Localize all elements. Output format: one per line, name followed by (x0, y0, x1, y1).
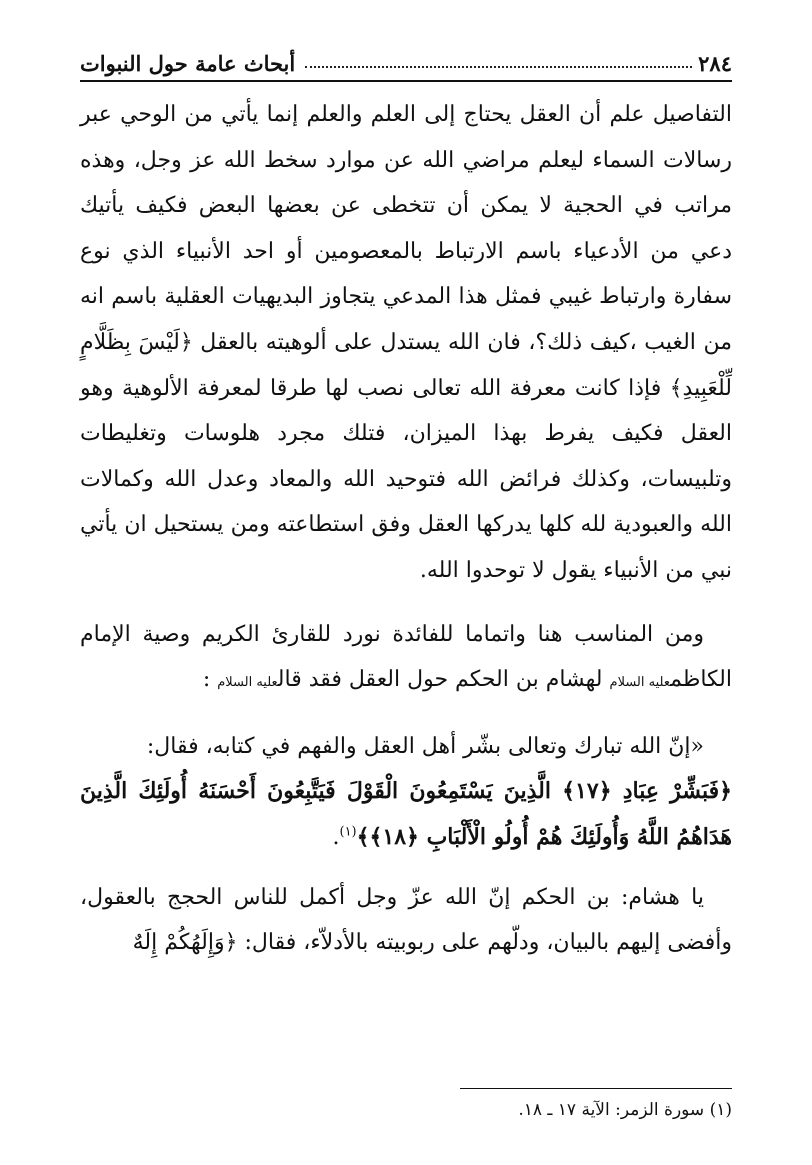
verse-end: . (332, 824, 340, 850)
body-text (80, 92, 732, 966)
salutation-mark: عليه السلام (609, 675, 671, 691)
header-rule (80, 80, 732, 82)
quran-verse: ﴿فَبَشِّرْ عِبَادِ ﴿١٧﴾ الَّذِينَ يَسْتَمِعُونَ الْقَوْلَ فَيَتَّبِعُونَ أَحْسَنَهُ أُولَئِكَ الَّذِينَ هَدَاهُمُ اللَّهُ وَأُولَئِكَ هُمْ أُولُو الْأَلْبَابِ ﴿١٨﴾﴾ (80, 778, 732, 850)
salutation-mark-2: عليه السلام (217, 675, 278, 691)
running-header (80, 36, 732, 76)
footnote-rule (460, 1088, 732, 1089)
page-number: ٢٨٤ (698, 51, 732, 76)
quran-verse-block (80, 769, 732, 860)
header-dot-leader (305, 66, 692, 68)
paragraph-2 (80, 612, 732, 706)
paragraph-3: يا هشام: بن الحكم إنّ الله عزّ وجل أكمل للناس الحجج بالعقول، وأفضى إليهم بالبيان، ودلّهم على ربوبيته بالأدلاّء، فقال: ﴿وَإِلَهُكُمْ إِلَهٌ (80, 884, 732, 956)
paragraph-2-text-cont: لهشام بن الحكم حول العقل فقد قال (277, 667, 610, 693)
footnote: (١) سورة الزمر: الآية ١٧ ـ ١٨. (518, 1100, 732, 1120)
paragraph-2-end: : (202, 667, 218, 693)
paragraph-2-text: ومن المناسب هنا واتماما للفائدة نورد للقارئ الكريم وصية الإمام الكاظم (80, 621, 732, 693)
running-title: أبحاث عامة حول النبوات (80, 51, 296, 76)
paragraph-1: التفاصيل علم أن العقل يحتاج إلى العلم والعلم إنما يأتي من الوحي عبر رسالات السماء ليعلم مراضي الله عن موارد سخط الله عز وجل، وهذه مراتب في الحجية لا يمكن أن تتخطى عن بعضها البعض فكيف يأتيك دعي من الأدعياء باسم الارتباط بالمعصومين أو احد الأنبياء الذي نوع سفارة وارتباط غيبي فمثل هذا المدعي يتجاوز البديهيات العقلية باسم انه من الغيب ،كيف ذلك؟، فان الله يستدل على ألوهيته بالعقل ﴿لَيْسَ بِظَلَّامٍ لِّلْعَبِيدِ﴾ فإذا كانت معرفة الله تعالى نصب لها طرقا لمعرفة الألوهية وهو العقل فكيف يفرط بهذا الميزان، فتلك مجرد هلوسات وتغليطات وتلبيسات، وكذلك فرائض الله فتوحيد الله والمعاد وعدل الله وكمالات الله والعبودية لله كلها يدركها العقل وفق استطاعته ومن يستحيل ان يأتي نبي من الأنبياء يقول لا توحدوا الله. (80, 102, 732, 583)
quote-intro: «إنّ الله تبارك وتعالى بشّر أهل العقل والفهم في كتابه، فقال: (146, 733, 704, 759)
footnote-ref: (١) (339, 824, 357, 840)
